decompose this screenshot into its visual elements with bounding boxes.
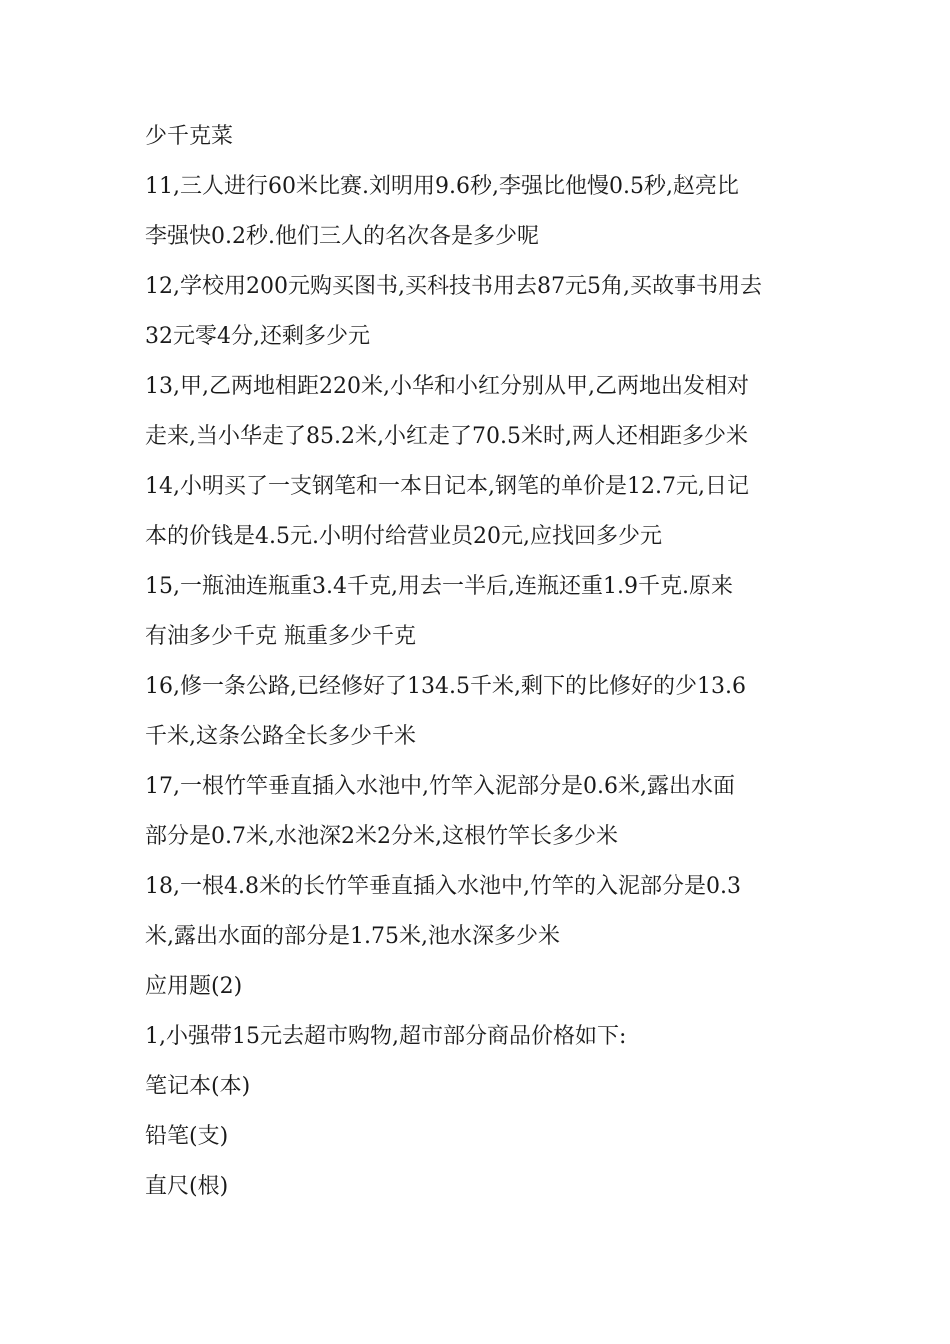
text-line: 1,小强带15元去超市购物,超市部分商品价格如下: — [145, 1024, 627, 1049]
text-line: 直尺(根) — [145, 1174, 229, 1199]
text-line: 14,小明买了一支钢笔和一本日记本,钢笔的单价是12.7元,日记 — [145, 474, 749, 499]
text-line: 12,学校用200元购买图书,买科技书用去87元5角,买故事书用去 — [145, 274, 762, 299]
text-line: 走来,当小华走了85.2米,小红走了70.5米时,两人还相距多少米 — [145, 424, 748, 449]
text-line: 部分是0.7米,水池深2米2分米,这根竹竿长多少米 — [145, 824, 618, 849]
text-line: 有油多少千克 瓶重多少千克 — [145, 624, 416, 649]
text-line: 13,甲,乙两地相距220米,小华和小红分别从甲,乙两地出发相对 — [145, 374, 749, 399]
text-line: 米,露出水面的部分是1.75米,池水深多少米 — [145, 924, 560, 949]
text-line: 11,三人进行60米比赛.刘明用9.6秒,李强比他慢0.5秒,赵亮比 — [145, 174, 739, 199]
document-page — [145, 112, 810, 1212]
text-line: 铅笔(支) — [145, 1124, 229, 1149]
text-line: 李强快0.2秒.他们三人的名次各是多少呢 — [145, 224, 539, 249]
text-line: 本的价钱是4.5元.小明付给营业员20元,应找回多少元 — [145, 524, 662, 549]
text-line: 16,修一条公路,已经修好了134.5千米,剩下的比修好的少13.6 — [145, 674, 746, 699]
text-line: 千米,这条公路全长多少千米 — [145, 724, 416, 749]
text-line: 32元零4分,还剩多少元 — [145, 324, 370, 349]
text-line: 少千克菜 — [145, 124, 234, 149]
text-line: 15,一瓶油连瓶重3.4千克,用去一半后,连瓶还重1.9千克.原来 — [145, 574, 733, 599]
text-line: 17,一根竹竿垂直插入水池中,竹竿入泥部分是0.6米,露出水面 — [145, 774, 735, 799]
text-line: 18,一根4.8米的长竹竿垂直插入水池中,竹竿的入泥部分是0.3 — [145, 874, 741, 899]
section-heading: 应用题(2) — [145, 974, 243, 999]
text-line: 笔记本(本) — [145, 1074, 251, 1099]
